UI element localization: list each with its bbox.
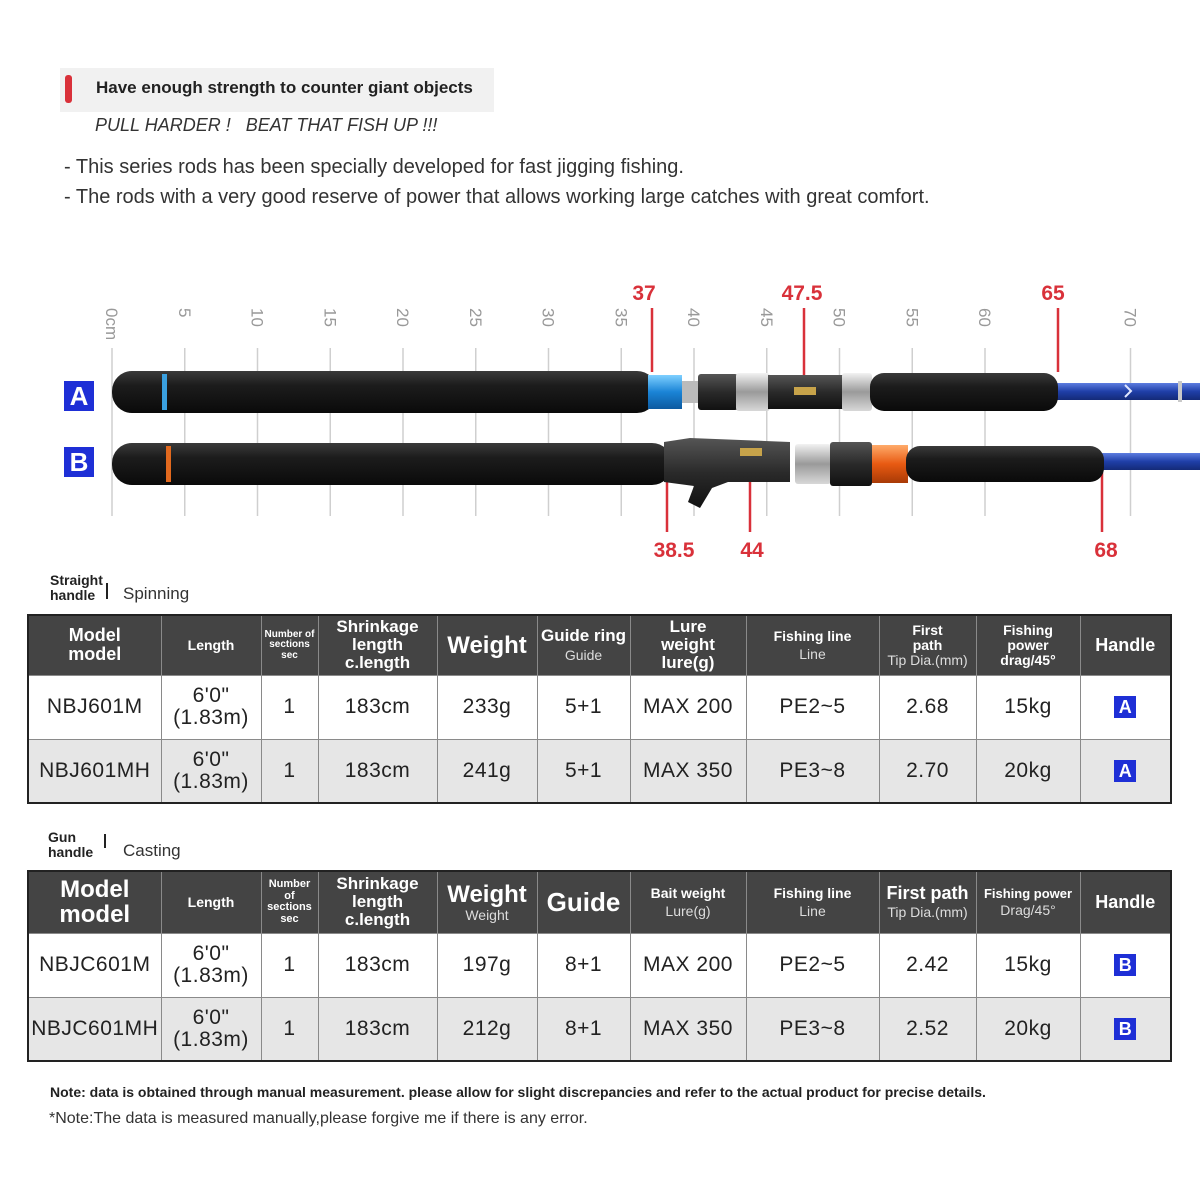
casting-handle-type — [48, 830, 93, 860]
cell-line: PE3~8 — [746, 739, 879, 803]
mark-label-37: 37 — [632, 282, 656, 305]
cell-tip: 2.42 — [879, 933, 976, 997]
ruler-tick-label: 50 — [829, 308, 849, 327]
table-row — [28, 675, 1171, 739]
col-model: Model model — [28, 615, 161, 675]
cell-sections: 1 — [261, 739, 318, 803]
ruler-tick-label: 20 — [393, 308, 412, 327]
section-divider — [104, 834, 106, 848]
cell-shrinkage: 183cm — [318, 739, 437, 803]
cell-lure: MAX 350 — [630, 997, 746, 1061]
col-guide: Guide ring Guide — [537, 615, 630, 675]
section-divider — [106, 583, 108, 599]
col-fishing-line: Fishing line Line — [746, 615, 879, 675]
handle-badge: B — [1114, 1018, 1136, 1040]
cell-lure: MAX 200 — [630, 933, 746, 997]
cell-handle — [1080, 675, 1171, 739]
spinning-section-title: Spinning — [123, 584, 190, 603]
table-header-row — [28, 871, 1171, 933]
headline-title: Have enough strength to counter giant objects — [96, 78, 473, 97]
mark-label-44: 44 — [740, 539, 764, 562]
cell-model: NBJC601MH — [28, 997, 161, 1061]
cell-drag: 20kg — [976, 997, 1080, 1061]
col-fishing-power: Fishing power Drag/45° — [976, 871, 1080, 933]
headline-subtitle: PULL HARDER ! BEAT THAT FISH UP !!! — [95, 115, 438, 135]
mark-label-65: 65 — [1041, 282, 1065, 305]
cell-line: PE2~5 — [746, 933, 879, 997]
cell-sections: 1 — [261, 675, 318, 739]
ruler-tick-label: 25 — [465, 308, 485, 327]
cell-line: PE2~5 — [746, 675, 879, 739]
cell-weight: 212g — [437, 997, 537, 1061]
col-shrinkage: Shrinkage length c.length — [318, 871, 437, 933]
cell-handle — [1080, 997, 1171, 1061]
description-line-2: - The rods with a very good reserve of power that allows working large catches with great comfort. — [64, 186, 930, 208]
cell-model: NBJC601M — [28, 933, 161, 997]
ruler-tick-label: 0cm — [102, 308, 121, 341]
col-length: Length — [161, 615, 261, 675]
spinning-handle-type — [50, 573, 103, 603]
casting-spec-table — [27, 870, 1172, 1062]
cell-tip: 2.70 — [879, 739, 976, 803]
cell-weight: 233g — [437, 675, 537, 739]
col-fishing-power: Fishing power drag/45° — [976, 615, 1080, 675]
col-weight: Weight Weight — [437, 871, 537, 933]
handle-badge: A — [1114, 760, 1136, 782]
ruler-tick-label: 30 — [538, 308, 558, 327]
col-sections: Number of sections sec — [261, 615, 318, 675]
cell-shrinkage: 183cm — [318, 675, 437, 739]
cell-tip: 2.68 — [879, 675, 976, 739]
note-measurement: *Note:The data is measured manually,please forgive me if there is any error. — [49, 1110, 588, 1127]
handle-badge: B — [1114, 954, 1136, 976]
rod-a-badge-letter: A — [69, 381, 89, 411]
col-length: Length — [161, 871, 261, 933]
col-lure-weight: Lure weight lure(g) — [630, 615, 746, 675]
ruler-tick-label: 15 — [320, 308, 340, 327]
col-guide: Guide — [537, 871, 630, 933]
col-handle: Handle — [1080, 615, 1171, 675]
cell-guide: 5+1 — [537, 739, 630, 803]
ruler-tick-label: 5 — [174, 308, 194, 318]
ruler-tick-label: 35 — [611, 308, 631, 327]
col-first-path: First path Tip Dia.(mm) — [879, 615, 976, 675]
rod-b-badge-letter: B — [69, 447, 89, 477]
cell-shrinkage: 183cm — [318, 997, 437, 1061]
cell-length: 6'0" (1.83m) — [161, 997, 261, 1061]
cell-guide: 8+1 — [537, 933, 630, 997]
cell-line: PE3~8 — [746, 997, 879, 1061]
cell-weight: 241g — [437, 739, 537, 803]
col-fishing-line: Fishing line Line — [746, 871, 879, 933]
cell-length: 6'0" (1.83m) — [161, 933, 261, 997]
spinning-spec-table — [27, 614, 1172, 804]
casting-handle-type-line2: handle — [48, 844, 94, 860]
mark-label-68: 68 — [1094, 539, 1118, 562]
cell-handle — [1080, 739, 1171, 803]
col-shrinkage: Shrinkage length c.length — [318, 615, 437, 675]
cell-sections: 1 — [261, 933, 318, 997]
cell-length: 6'0" (1.83m) — [161, 739, 261, 803]
ruler-tick-label: 60 — [975, 308, 994, 327]
table-row — [28, 997, 1171, 1061]
col-weight: Weight — [437, 615, 537, 675]
cell-length: 6'0" (1.83m) — [161, 675, 261, 739]
accent-bar — [65, 75, 72, 103]
col-handle: Handle — [1080, 871, 1171, 933]
table-header-row — [28, 615, 1171, 675]
ruler-tick-label: 10 — [247, 308, 267, 327]
ruler-tick-label: 55 — [902, 308, 922, 327]
cell-model: NBJ601MH — [28, 739, 161, 803]
casting-handle-type-line1: Gun — [48, 829, 76, 845]
ruler-tick-label: 40 — [684, 308, 703, 327]
table-row — [28, 933, 1171, 997]
description-line-1: - This series rods has been specially developed for fast jigging fishing. — [64, 156, 684, 178]
cell-lure: MAX 350 — [630, 739, 746, 803]
cell-weight: 197g — [437, 933, 537, 997]
handle-badge: A — [1114, 696, 1136, 718]
mark-label-47-5: 47.5 — [781, 282, 823, 305]
cell-sections: 1 — [261, 997, 318, 1061]
table-row — [28, 739, 1171, 803]
ruler-tick-label: 70 — [1120, 308, 1140, 327]
mark-label-38-5: 38.5 — [653, 539, 695, 562]
cell-drag: 20kg — [976, 739, 1080, 803]
spinning-handle-type-line2: handle — [50, 587, 96, 603]
rod-a — [112, 371, 1200, 413]
casting-section-title: Casting — [123, 841, 181, 860]
cell-model: NBJ601M — [28, 675, 161, 739]
cell-drag: 15kg — [976, 675, 1080, 739]
cell-guide: 5+1 — [537, 675, 630, 739]
cell-shrinkage: 183cm — [318, 933, 437, 997]
cell-lure: MAX 200 — [630, 675, 746, 739]
col-sections: Number of sections sec — [261, 871, 318, 933]
col-first-path: First path Tip Dia.(mm) — [879, 871, 976, 933]
note-disclaimer: Note: data is obtained through manual measurement. please allow for slight discrepancies and refer to the actual product for precise details. — [50, 1084, 986, 1100]
rod-measurement-diagram — [0, 270, 1200, 570]
col-model: Model model — [28, 871, 161, 933]
cell-drag: 15kg — [976, 933, 1080, 997]
cell-handle — [1080, 933, 1171, 997]
rod-b — [112, 438, 1200, 508]
col-bait-weight: Bait weight Lure(g) — [630, 871, 746, 933]
ruler-tick-label: 45 — [756, 308, 776, 327]
spinning-handle-type-line1: Straight — [50, 572, 103, 588]
cell-guide: 8+1 — [537, 997, 630, 1061]
cell-tip: 2.52 — [879, 997, 976, 1061]
